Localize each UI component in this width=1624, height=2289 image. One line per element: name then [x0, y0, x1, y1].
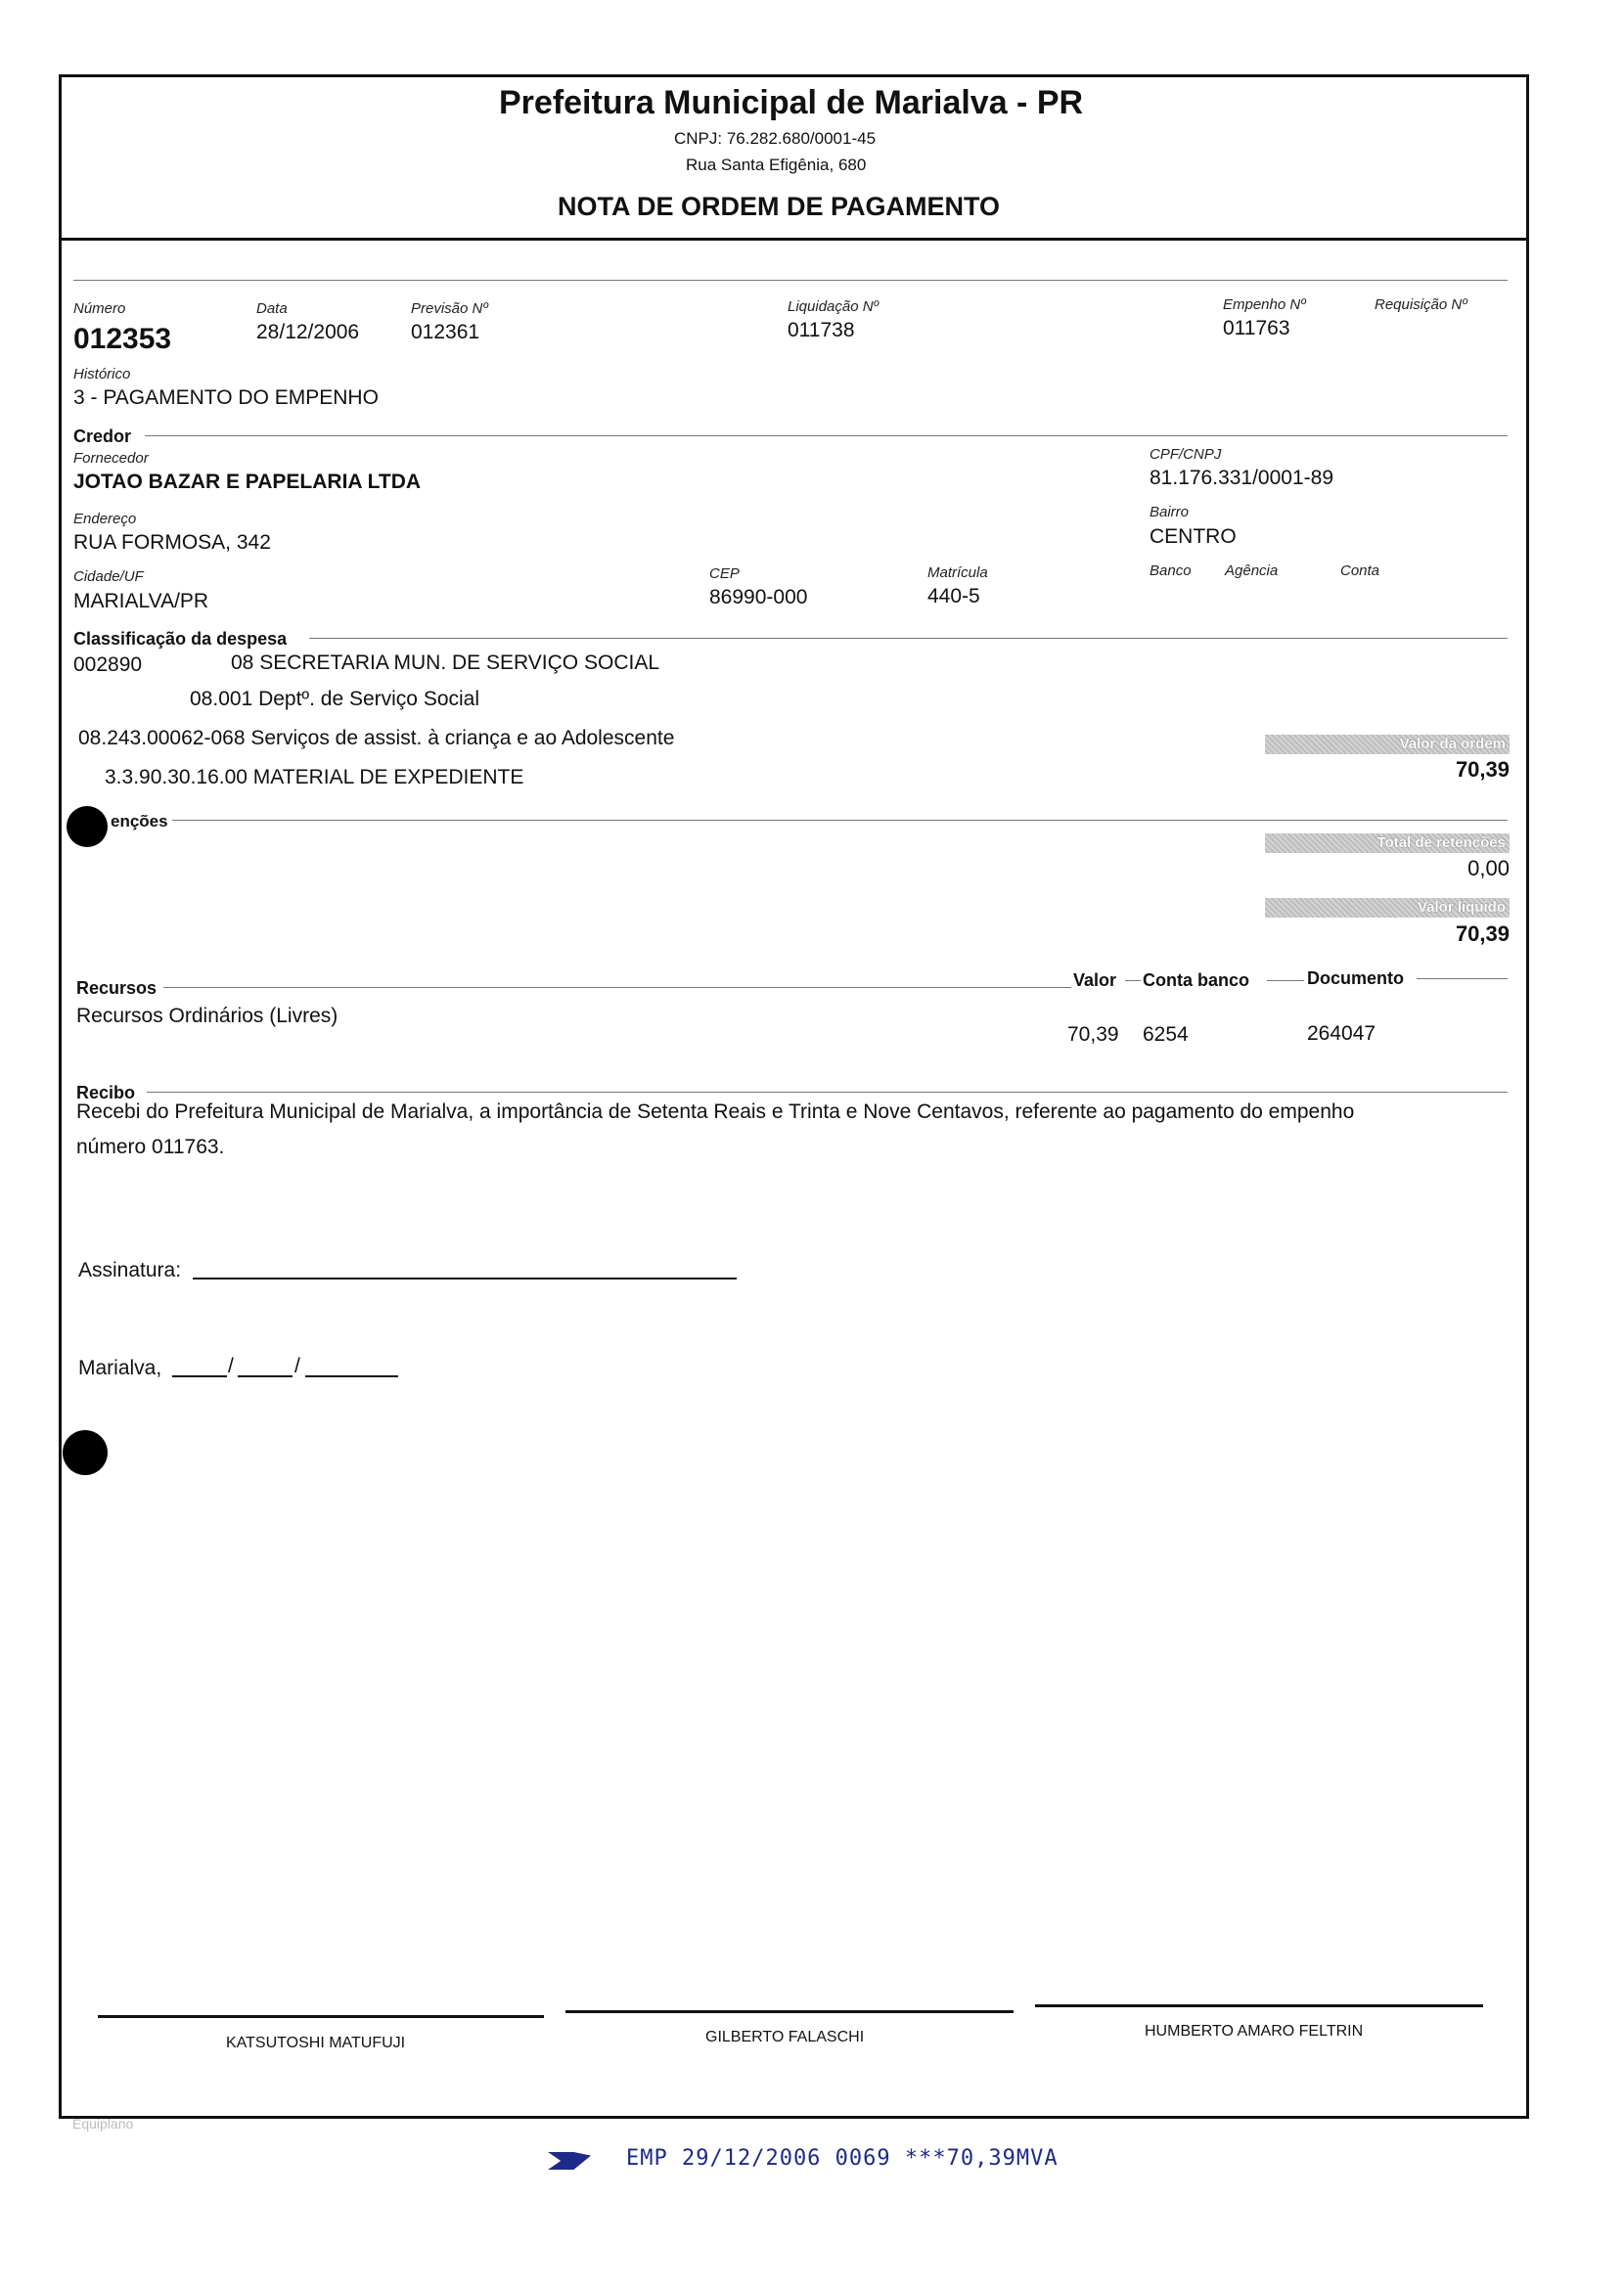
numero-value: 012353 — [73, 323, 172, 355]
total-retencoes-label: Total de retenções — [1265, 833, 1510, 853]
classificacao-unidade: 08.001 Deptº. de Serviço Social — [190, 688, 480, 710]
classificacao-rule — [309, 638, 1508, 639]
recursos-conta-label: Conta banco — [1143, 970, 1250, 990]
local-date-label: Marialva, — [78, 1357, 162, 1379]
recursos-descricao: Recursos Ordinários (Livres) — [76, 1005, 338, 1027]
page-title: Prefeitura Municipal de Marialva - PR — [499, 84, 1084, 121]
requisicao-label: Requisição Nº — [1375, 296, 1467, 313]
signature-line-1 — [98, 2015, 544, 2018]
valor-liquido-value: 70,39 — [1455, 921, 1510, 946]
cidade-label: Cidade/UF — [73, 568, 144, 585]
signature-line-2 — [565, 2010, 1014, 2013]
signature-name-2: GILBERTO FALASCHI — [705, 2029, 865, 2045]
recibo-rule — [147, 1092, 1508, 1093]
empenho-value: 011763 — [1223, 317, 1290, 339]
cidade-value: MARIALVA/PR — [73, 590, 209, 612]
signature-line-3 — [1035, 2004, 1483, 2007]
fornecedor-label: Fornecedor — [73, 450, 149, 467]
agencia-label: Agência — [1225, 562, 1279, 579]
cep-value: 86990-000 — [709, 586, 808, 608]
recibo-text-line2: número 011763. — [76, 1136, 225, 1158]
previsao-label: Previsão Nº — [411, 300, 488, 317]
signature-name-3: HUMBERTO AMARO FELTRIN — [1145, 2023, 1364, 2040]
liquidacao-label: Liquidação Nº — [788, 298, 880, 315]
liquidacao-value: 011738 — [788, 319, 855, 341]
empenho-label: Empenho Nº — [1223, 296, 1306, 313]
bairro-label: Bairro — [1150, 504, 1190, 520]
bairro-value: CENTRO — [1150, 525, 1237, 548]
address-text: Rua Santa Efigênia, 680 — [686, 156, 867, 174]
endereco-label: Endereço — [73, 511, 137, 527]
retencoes-rule — [172, 820, 1508, 821]
endereco-value: RUA FORMOSA, 342 — [73, 531, 271, 554]
historico-value: 3 - PAGAMENTO DO EMPENHO — [73, 386, 379, 409]
signature-name-1: KATSUTOSHI MATUFUJI — [226, 2035, 406, 2051]
date-separator-1: / — [228, 1355, 234, 1377]
software-footer: Equiplano — [72, 2116, 134, 2132]
valor-liquido-label: Valor líquido — [1265, 898, 1510, 918]
banco-label: Banco — [1150, 562, 1192, 579]
total-retencoes-value: 0,00 — [1467, 856, 1510, 880]
recibo-text-line1: Recebi do Prefeitura Municipal de Marialva, a importância de Setenta Reais e Trinta e Nove Centavos, referente ao pagamento do empenho — [76, 1100, 1355, 1123]
ids-top-rule — [73, 280, 1508, 281]
date-month-line — [238, 1375, 293, 1377]
punch-hole-upper — [67, 806, 108, 847]
recursos-conta: 6254 — [1143, 1023, 1189, 1046]
fornecedor-value: JOTAO BAZAR E PAPELARIA LTDA — [73, 471, 422, 493]
matricula-value: 440-5 — [927, 585, 980, 607]
recursos-section-title: Recursos — [76, 978, 158, 998]
cnpj-text: CNPJ: 76.282.680/0001-45 — [674, 129, 877, 148]
classificacao-orgao: 08 SECRETARIA MUN. DE SERVIÇO SOCIAL — [231, 651, 660, 674]
data-label: Data — [256, 300, 288, 317]
document-title: NOTA DE ORDEM DE PAGAMENTO — [558, 192, 1001, 221]
classificacao-programa: 08.243.00062-068 Serviços de assist. à criança e ao Adolescente — [78, 727, 675, 749]
cpf-label: CPF/CNPJ — [1150, 446, 1222, 463]
punch-hole-lower — [63, 1430, 108, 1475]
classificacao-code: 002890 — [73, 653, 143, 676]
recursos-documento-label: Documento — [1307, 968, 1404, 988]
recursos-valor: 70,39 — [1067, 1023, 1119, 1046]
historico-label: Histórico — [73, 366, 131, 382]
classificacao-section-title: Classificação da despesa — [73, 629, 288, 649]
payment-stamp: EMP 29/12/2006 0069 ***70,39MVA — [626, 2146, 1059, 2171]
conta-label: Conta — [1340, 562, 1380, 579]
cep-label: CEP — [709, 565, 740, 582]
date-year-line — [305, 1375, 398, 1377]
date-separator-2: / — [294, 1355, 300, 1377]
valor-ordem-label: Valor da ordem — [1265, 735, 1510, 754]
assinatura-label: Assinatura: — [78, 1259, 182, 1281]
recursos-documento: 264047 — [1307, 1022, 1376, 1045]
recursos-rule-3 — [1267, 980, 1304, 981]
numero-label: Número — [73, 300, 126, 317]
assinatura-line — [193, 1278, 737, 1279]
date-day-line — [172, 1375, 227, 1377]
credor-section-title: Credor — [73, 426, 132, 446]
valor-ordem-value: 70,39 — [1455, 757, 1510, 782]
matricula-label: Matrícula — [927, 564, 988, 581]
previsao-value: 012361 — [411, 321, 480, 343]
cpf-value: 81.176.331/0001-89 — [1150, 467, 1334, 489]
recibo-section-title: Recibo — [76, 1083, 136, 1102]
recursos-rule-4 — [1417, 978, 1508, 979]
recursos-valor-label: Valor — [1073, 970, 1117, 990]
recursos-rule — [163, 987, 1071, 988]
recursos-rule-2 — [1125, 980, 1141, 981]
header-divider — [59, 238, 1529, 241]
document-frame — [59, 74, 1529, 2119]
retencoes-section-title: enções — [111, 812, 168, 830]
credor-rule — [145, 435, 1508, 436]
classificacao-elemento: 3.3.90.30.16.00 MATERIAL DE EXPEDIENTE — [105, 766, 524, 788]
data-value: 28/12/2006 — [256, 321, 360, 343]
stamp-logo-icon — [548, 2152, 591, 2170]
